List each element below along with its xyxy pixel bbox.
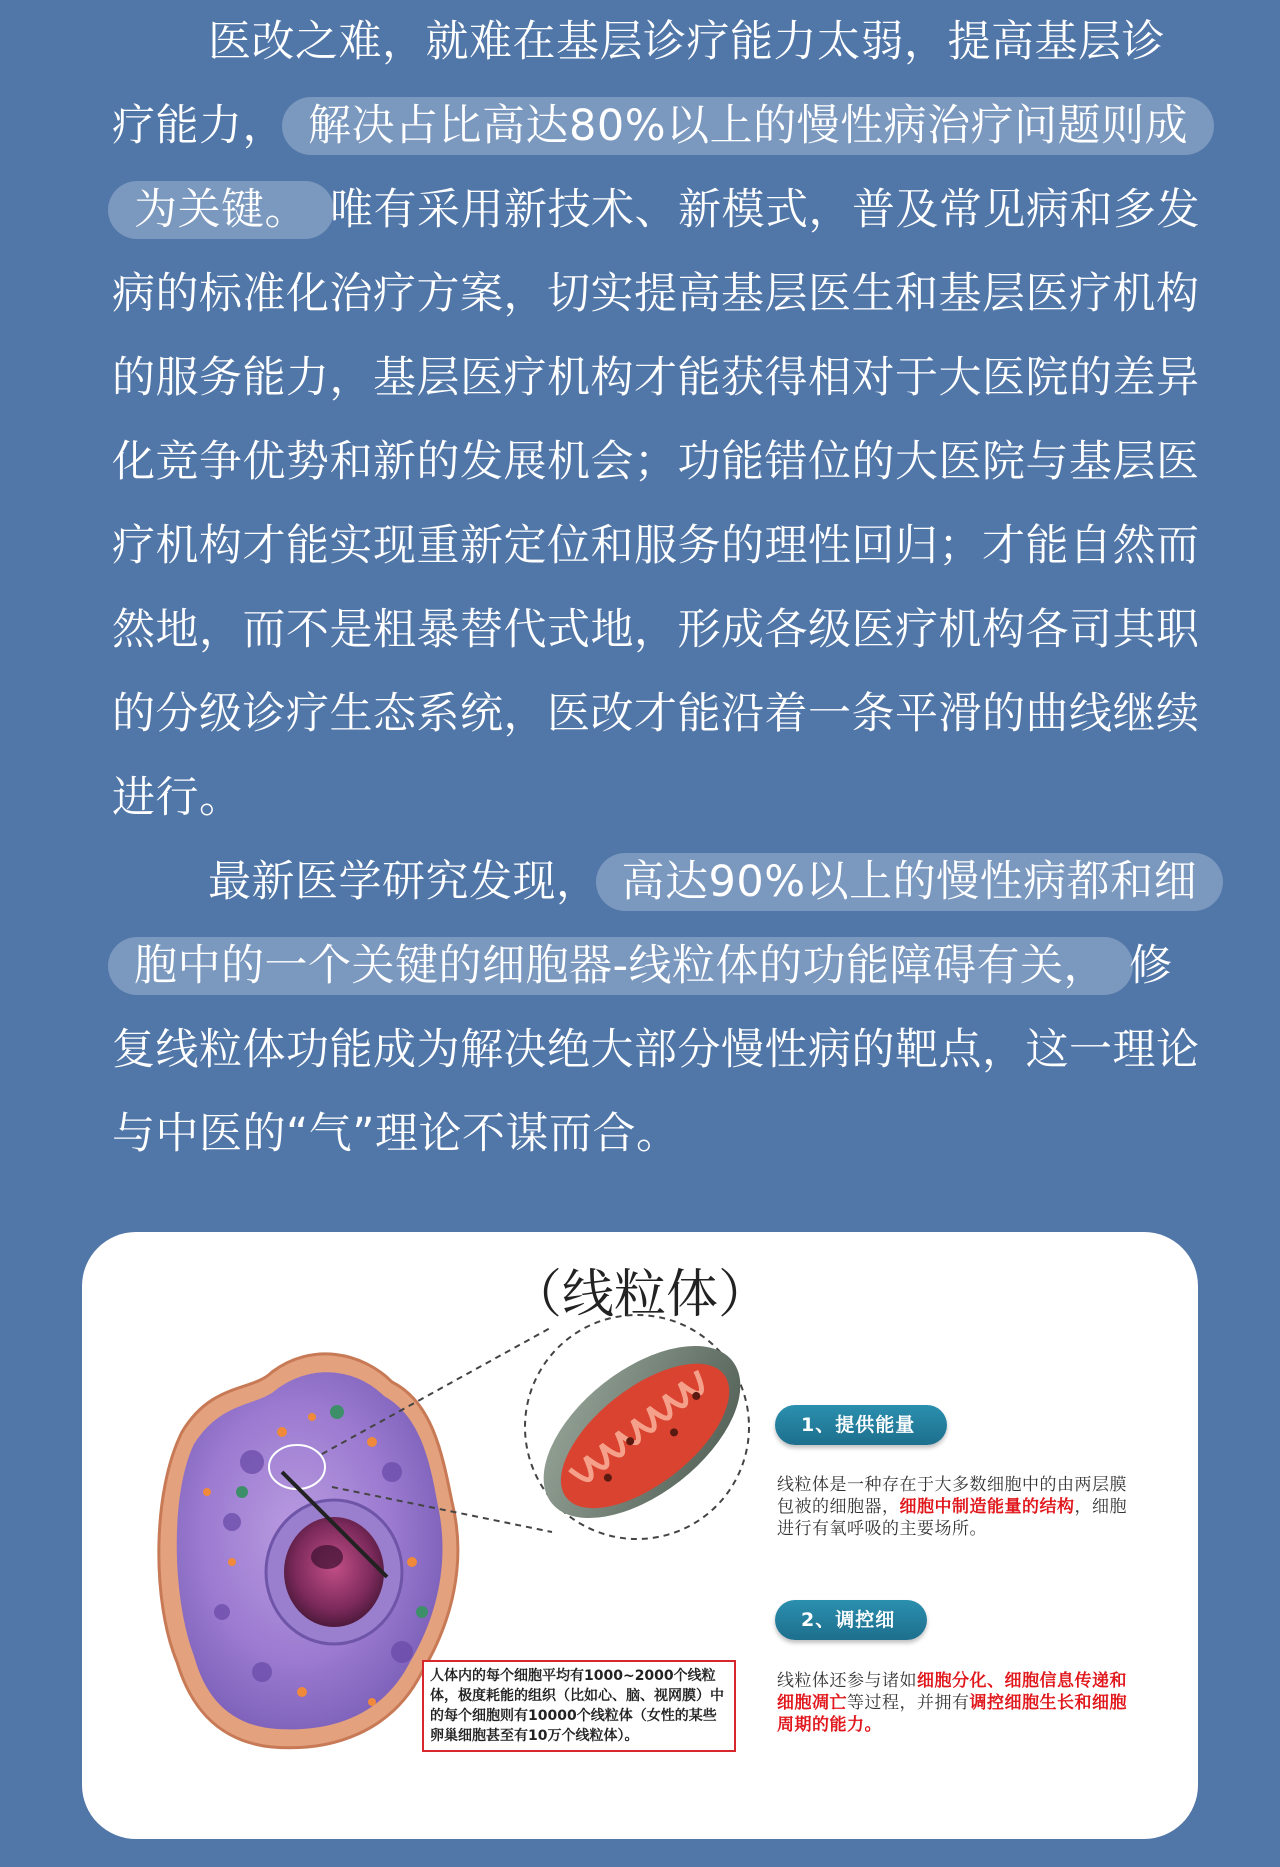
- badge-regulation: 2、调控细胞: [775, 1600, 927, 1640]
- badge-energy: 1、提供能量: [775, 1405, 947, 1445]
- card-title: （线粒体）: [509, 1265, 770, 1325]
- mitochondrion-illustration: [513, 1312, 771, 1551]
- desc-emphasis: 细胞分化、细胞信息传递和细胞凋亡: [777, 1671, 1127, 1713]
- desc-text: ，细胞进行有氧呼吸的主要场所。: [777, 1497, 1127, 1539]
- highlight-text: 解决占比高达80%以上的慢性病治疗问题则成为关键。: [108, 97, 1214, 239]
- desc-text: 等过程，并拥有: [847, 1693, 970, 1713]
- paragraph-reform: [112, 0, 1202, 840]
- paragraph-text: 医改之难，就难在基层诊疗能力太弱，提高基层诊疗能力，: [112, 17, 1165, 151]
- desc-emphasis: 细胞中制造能量的结构: [899, 1497, 1075, 1517]
- paragraph-text: 修复线粒体功能成为解决绝大部分慢性病的靶点，这一理论与中医的“气”理论不谋而合。: [112, 941, 1200, 1159]
- desc-text: 线粒体是一种存在于大多数细胞中的由两层膜包被的细胞器，: [777, 1475, 1127, 1517]
- desc-emphasis: 调控细胞生长和细胞周期的能力。: [777, 1693, 1127, 1735]
- highlight-text: 高达90%以上的慢性病都和细胞中的一个关键的细胞器-线粒体的功能障碍有关，: [108, 853, 1223, 995]
- regulation-description: [777, 1670, 1137, 1736]
- energy-description: [777, 1474, 1137, 1540]
- paragraph-text: 最新医学研究发现，: [208, 857, 600, 907]
- desc-text: 线粒体还参与诸如: [777, 1671, 917, 1691]
- mitochondria-card: [82, 1232, 1198, 1839]
- mitochondria-count-note: 人体内的每个细胞平均有1000~2000个线粒体，极度耗能的组织（比如心、脑、视网膜）中的每个细胞则有10000个线粒体（女性的某些卵巢细胞甚至有10万个线粒体）。: [422, 1660, 736, 1752]
- paragraph-text: 唯有采用新技术、新模式，普及常见病和多发病的标准化治疗方案，切实提高基层医生和基层医疗机构的服务能力，基层医疗机构才能获得相对于大医院的差异化竞争优势和新的发展机会；功能错位的大医院与基层医疗机构才能实现重新定位和服务的理性回归；才能自然而然地，而不是粗暴替代式地，形成各级医疗机构各司其职的分级诊疗生态系统，医改才能沿着一条平滑的曲线继续进行。: [112, 185, 1200, 823]
- paragraph-research: [112, 840, 1202, 1176]
